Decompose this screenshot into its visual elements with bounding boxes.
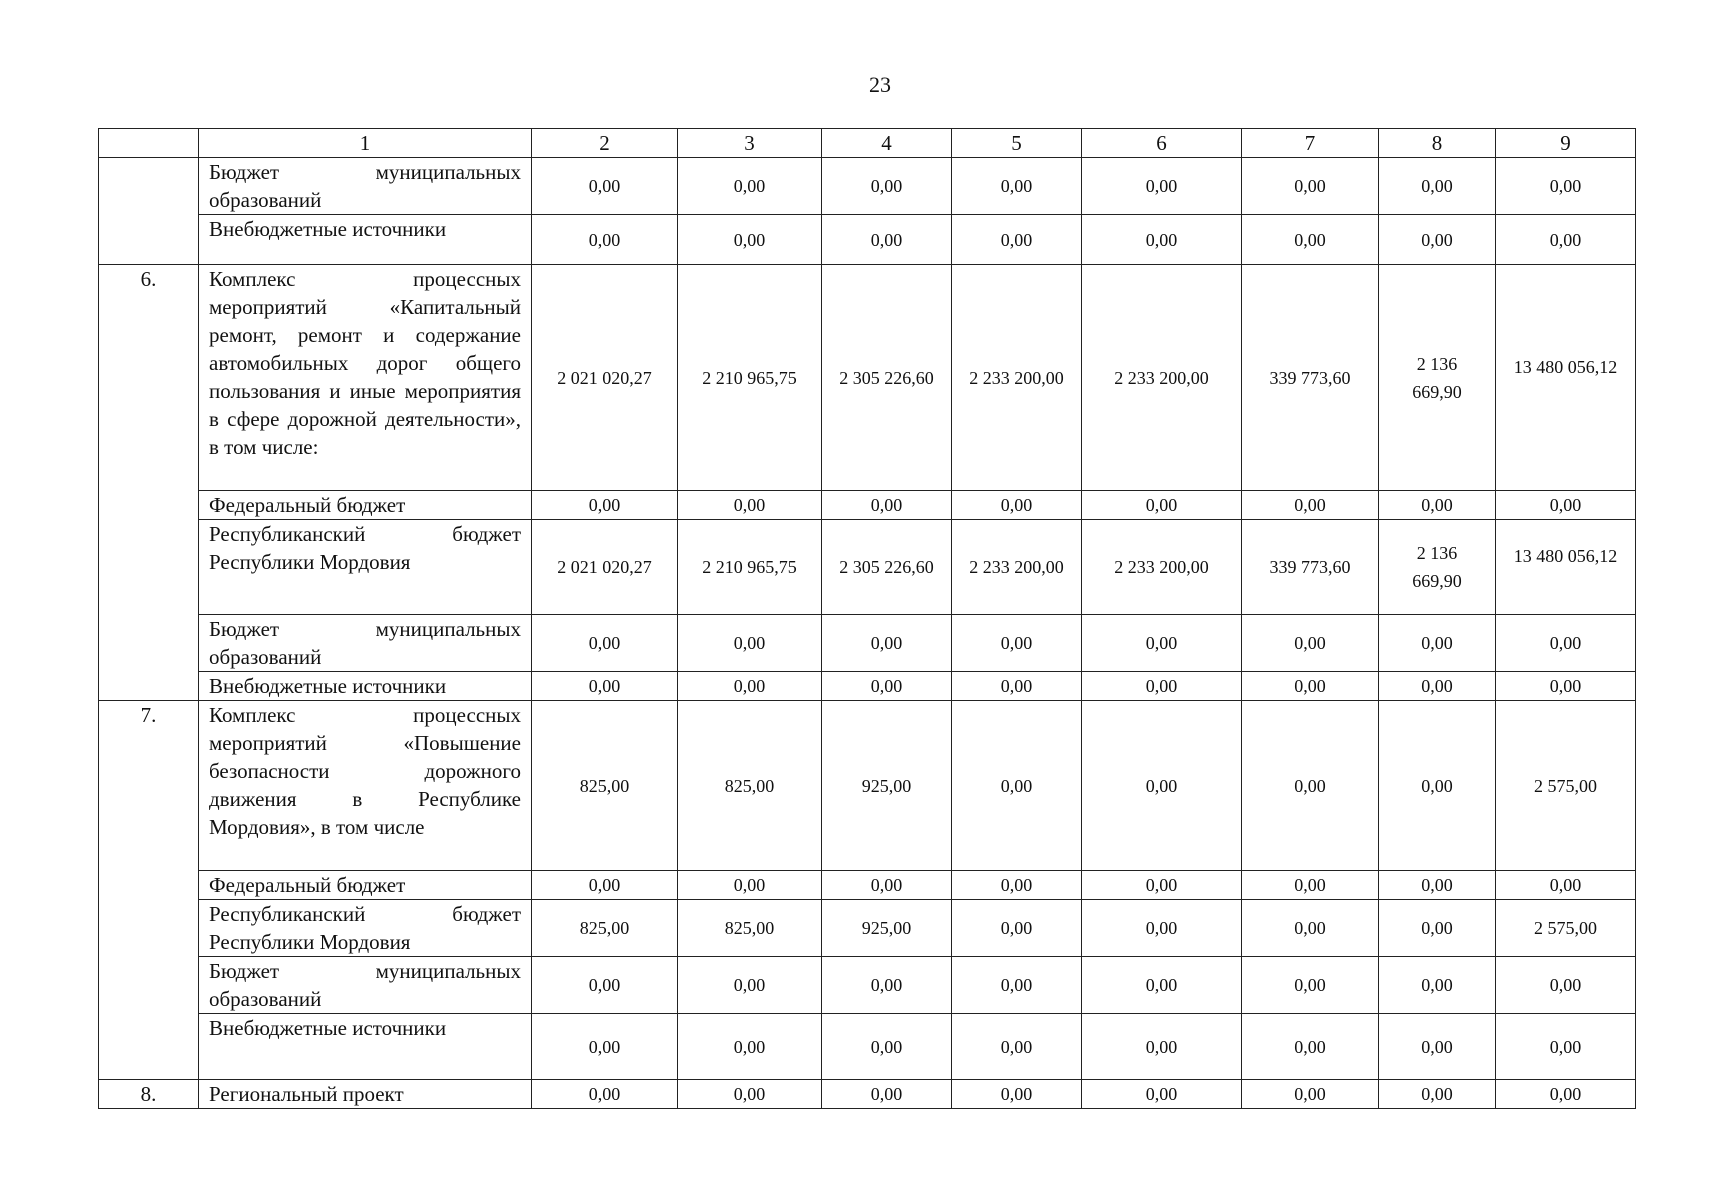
value-cell: 0,00 [1082,1014,1242,1080]
value-cell: 0,00 [678,1080,822,1109]
row-name: Республиканский бюджет Республики Мордовия [199,520,532,615]
value-cell: 0,00 [1242,615,1379,672]
value-cell: 2 575,00 [1496,900,1636,957]
value-cell: 0,00 [1379,871,1496,900]
value-cell: 0,00 [1082,672,1242,701]
value-cell: 0,00 [952,158,1082,215]
value-cell: 13 480 056,12 [1496,520,1636,615]
table-row [99,265,1636,491]
value-cell: 0,00 [1082,491,1242,520]
row-name: Внебюджетные источники [199,1014,532,1080]
value-cell: 0,00 [532,615,678,672]
value-cell: 0,00 [822,1080,952,1109]
value-cell: 0,00 [1242,158,1379,215]
value-cell: 825,00 [678,701,822,871]
value-cell: 0,00 [678,615,822,672]
header-cell: 9 [1496,129,1636,158]
row-index [99,158,199,265]
page-number: 23 [869,72,891,97]
value-cell: 0,00 [678,672,822,701]
header-cell: 6 [1082,129,1242,158]
value-cell: 0,00 [1379,215,1496,265]
table-row [99,672,1636,701]
value-cell: 0,00 [1379,1080,1496,1109]
value-cell: 0,00 [952,672,1082,701]
row-index: 8. [99,1080,199,1109]
value-cell: 0,00 [1082,701,1242,871]
value-cell: 0,00 [1379,672,1496,701]
value-cell: 2 305 226,60 [822,265,952,491]
row-name: Республиканский бюджет Республики Мордовия [199,900,532,957]
value-cell: 0,00 [1242,957,1379,1014]
value-cell: 925,00 [822,701,952,871]
value-cell: 0,00 [952,701,1082,871]
value-cell: 2 136 669,90 [1379,520,1496,615]
row-name: Федеральный бюджет [199,871,532,900]
table-row [99,615,1636,672]
value-cell: 0,00 [1496,615,1636,672]
value-cell: 2 233 200,00 [1082,265,1242,491]
value-cell: 2 210 965,75 [678,265,822,491]
value-cell: 0,00 [532,672,678,701]
table-row [99,215,1636,265]
value-cell: 0,00 [1242,491,1379,520]
value-cell: 925,00 [822,900,952,957]
value-cell: 0,00 [822,957,952,1014]
header-row [99,129,1636,158]
row-index: 6. [99,265,199,701]
value-cell: 0,00 [952,900,1082,957]
value-cell: 0,00 [1242,1014,1379,1080]
value-cell: 339 773,60 [1242,520,1379,615]
value-cell: 0,00 [1242,672,1379,701]
value-cell: 0,00 [952,1014,1082,1080]
header-cell [99,129,199,158]
value-cell: 0,00 [1379,900,1496,957]
table-row [99,1080,1636,1109]
header-cell: 5 [952,129,1082,158]
value-cell: 2 210 965,75 [678,520,822,615]
value-cell: 0,00 [1242,215,1379,265]
table-row [99,701,1636,871]
value-cell: 0,00 [1379,1014,1496,1080]
value-cell: 0,00 [532,215,678,265]
value-cell: 0,00 [678,491,822,520]
row-name: Федеральный бюджет [199,491,532,520]
value-cell: 0,00 [952,215,1082,265]
value-cell: 0,00 [1242,871,1379,900]
row-name: Внебюджетные источники [199,672,532,701]
value-cell: 0,00 [1082,215,1242,265]
value-cell: 0,00 [1082,871,1242,900]
value-cell: 0,00 [952,491,1082,520]
value-cell: 0,00 [532,871,678,900]
value-cell: 0,00 [1082,900,1242,957]
row-name: Внебюджетные источники [199,215,532,265]
table-row [99,520,1636,615]
table-row [99,491,1636,520]
value-cell: 0,00 [1379,615,1496,672]
value-cell: 0,00 [822,672,952,701]
header-cell: 2 [532,129,678,158]
value-cell: 0,00 [1242,1080,1379,1109]
value-cell: 2 575,00 [1496,701,1636,871]
value-cell: 0,00 [678,1014,822,1080]
value-cell: 0,00 [1242,701,1379,871]
value-cell: 0,00 [1379,491,1496,520]
value-cell: 0,00 [1082,615,1242,672]
value-cell: 0,00 [532,158,678,215]
value-cell: 0,00 [532,491,678,520]
value-cell: 2 021 020,27 [532,265,678,491]
value-cell: 0,00 [952,1080,1082,1109]
value-cell: 0,00 [1496,957,1636,1014]
value-cell: 0,00 [1082,1080,1242,1109]
value-cell: 0,00 [678,158,822,215]
value-cell: 0,00 [822,215,952,265]
value-cell: 2 233 200,00 [952,265,1082,491]
row-index: 7. [99,701,199,1080]
row-name: Комплекс процессных мероприятий «Повышение безопасности дорожного движения в Республике Мордовия», в том числе [199,701,532,871]
value-cell: 13 480 056,12 [1496,265,1636,491]
value-cell: 2 233 200,00 [952,520,1082,615]
row-name: Бюджет муниципальных образований [199,615,532,672]
header-cell: 4 [822,129,952,158]
header-cell: 3 [678,129,822,158]
value-cell: 0,00 [1242,900,1379,957]
value-cell: 0,00 [1496,158,1636,215]
value-cell: 0,00 [822,491,952,520]
value-cell: 0,00 [532,1080,678,1109]
value-cell: 2 136 669,90 [1379,265,1496,491]
budget-table [98,128,1636,1109]
header-cell: 1 [199,129,532,158]
value-cell: 2 305 226,60 [822,520,952,615]
value-cell: 0,00 [1496,871,1636,900]
table-row [99,871,1636,900]
value-cell: 0,00 [1379,957,1496,1014]
value-cell: 825,00 [532,701,678,871]
value-cell: 0,00 [822,1014,952,1080]
value-cell: 0,00 [822,871,952,900]
row-name: Комплекс процессных мероприятий «Капитальный ремонт, ремонт и содержание автомобильных дорог общего пользования и иные мероприятия в сфере дорожной деятельности», в том числе: [199,265,532,491]
row-name: Бюджет муниципальных образований [199,957,532,1014]
table-row [99,900,1636,957]
table-row [99,1014,1636,1080]
value-cell: 0,00 [952,615,1082,672]
value-cell: 825,00 [532,900,678,957]
value-cell: 0,00 [678,957,822,1014]
value-cell: 0,00 [1496,215,1636,265]
value-cell: 825,00 [678,900,822,957]
value-cell: 339 773,60 [1242,265,1379,491]
value-cell: 0,00 [952,871,1082,900]
value-cell: 0,00 [678,871,822,900]
header-cell: 7 [1242,129,1379,158]
value-cell: 0,00 [822,158,952,215]
value-cell: 0,00 [1379,158,1496,215]
value-cell: 0,00 [678,215,822,265]
value-cell: 0,00 [822,615,952,672]
value-cell: 0,00 [532,1014,678,1080]
row-name: Бюджет муниципальных образований [199,158,532,215]
value-cell: 0,00 [1082,957,1242,1014]
value-cell: 0,00 [1496,491,1636,520]
row-name: Региональный проект [199,1080,532,1109]
value-cell: 0,00 [1496,1014,1636,1080]
value-cell: 0,00 [1496,672,1636,701]
value-cell: 2 233 200,00 [1082,520,1242,615]
table-row [99,158,1636,215]
value-cell: 0,00 [532,957,678,1014]
value-cell: 0,00 [952,957,1082,1014]
value-cell: 0,00 [1082,158,1242,215]
value-cell: 2 021 020,27 [532,520,678,615]
header-cell: 8 [1379,129,1496,158]
value-cell: 0,00 [1379,701,1496,871]
value-cell: 0,00 [1496,1080,1636,1109]
table-row [99,957,1636,1014]
